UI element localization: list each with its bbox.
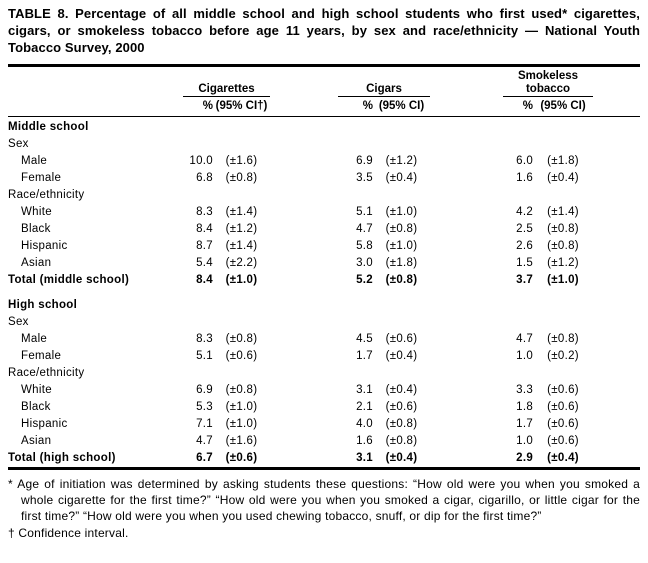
table-row bbox=[8, 365, 640, 382]
percent-cell bbox=[183, 289, 213, 314]
ci-cell: (±0.8) bbox=[385, 274, 418, 287]
percent-cell: 2.5 bbox=[516, 223, 534, 236]
percent-cell: 8.4 bbox=[196, 274, 213, 287]
row-label: Black bbox=[21, 401, 51, 414]
ci-cell: (±0.4) bbox=[547, 452, 579, 465]
percent-cell: 7.1 bbox=[196, 418, 213, 431]
ci-cell bbox=[373, 117, 430, 137]
spacer-cell bbox=[270, 65, 338, 97]
table-row bbox=[8, 187, 640, 204]
ci-cell bbox=[373, 289, 430, 314]
row-label: Female bbox=[21, 172, 62, 185]
percent-cell bbox=[338, 314, 373, 331]
row-label: Hispanic bbox=[21, 418, 68, 431]
percent-cell: 3.3 bbox=[516, 384, 534, 397]
percent-cell: 5.3 bbox=[196, 401, 213, 414]
ci-cell: (±1.0) bbox=[225, 418, 258, 431]
percent-cell bbox=[183, 136, 213, 153]
row-label: High school bbox=[8, 299, 78, 312]
percent-cell: 2.9 bbox=[516, 452, 534, 465]
column-group-row bbox=[8, 65, 640, 97]
row-label: Total (middle school) bbox=[8, 274, 130, 287]
ci-cell: (±0.8) bbox=[547, 240, 579, 253]
percent-cell bbox=[503, 187, 533, 204]
ci-cell bbox=[533, 136, 593, 153]
spacer-cell bbox=[593, 153, 640, 170]
ci-cell: (±1.8) bbox=[385, 257, 418, 270]
spacer-cell bbox=[270, 97, 338, 117]
spacer-cell bbox=[270, 221, 338, 238]
ci-cell: (±0.6) bbox=[547, 418, 579, 431]
spacer-cell bbox=[270, 153, 338, 170]
percent-cell: 3.0 bbox=[356, 257, 373, 270]
spacer-cell bbox=[593, 433, 640, 450]
row-label: Asian bbox=[21, 435, 52, 448]
spacer-cell bbox=[430, 153, 503, 170]
percent-cell: 5.4 bbox=[196, 257, 213, 270]
spacer-cell bbox=[270, 187, 338, 204]
ci-cell bbox=[373, 136, 430, 153]
ci-cell bbox=[533, 314, 593, 331]
footnote-initiation bbox=[8, 477, 640, 525]
column-group-cigars: Cigars bbox=[338, 65, 430, 97]
row-label: Black bbox=[21, 223, 51, 236]
row-label: White bbox=[21, 384, 52, 397]
spacer-cell bbox=[270, 204, 338, 221]
ci-cell: (±0.4) bbox=[547, 172, 579, 185]
spacer-cell bbox=[430, 399, 503, 416]
footnote-confidence-interval bbox=[8, 526, 640, 542]
ci-cell bbox=[533, 187, 593, 204]
ci-cell bbox=[213, 289, 270, 314]
percent-cell bbox=[183, 117, 213, 137]
row-label: Hispanic bbox=[21, 240, 68, 253]
ci-cell: (±1.6) bbox=[225, 155, 258, 168]
spacer-cell bbox=[593, 399, 640, 416]
row-label: Female bbox=[21, 350, 62, 363]
ci-cell: (±0.8) bbox=[385, 435, 418, 448]
spacer-cell bbox=[593, 204, 640, 221]
percent-cell: 1.6 bbox=[356, 435, 373, 448]
spacer-cell bbox=[270, 117, 338, 137]
spacer-cell bbox=[593, 117, 640, 137]
percent-cell bbox=[338, 187, 373, 204]
spacer-cell bbox=[430, 117, 503, 137]
table-row bbox=[8, 153, 640, 170]
pct-header-smokeless: % bbox=[503, 97, 533, 117]
percent-cell: 8.3 bbox=[196, 206, 213, 219]
ci-cell: (±1.2) bbox=[225, 223, 258, 236]
ci-cell: (±0.4) bbox=[385, 350, 418, 363]
row-label: Sex bbox=[8, 316, 29, 329]
ci-cell: (±1.0) bbox=[385, 206, 418, 219]
ci-cell: (±1.2) bbox=[547, 257, 579, 270]
ci-cell: (±0.8) bbox=[547, 223, 579, 236]
ci-cell bbox=[533, 365, 593, 382]
spacer-cell bbox=[430, 136, 503, 153]
ci-cell: (±1.6) bbox=[225, 435, 258, 448]
percent-cell bbox=[183, 314, 213, 331]
row-label: Total (high school) bbox=[8, 452, 116, 465]
table-row bbox=[8, 117, 640, 137]
percent-cell: 1.7 bbox=[356, 350, 373, 363]
spacer-cell bbox=[430, 331, 503, 348]
spacer-cell bbox=[430, 365, 503, 382]
percent-cell: 2.1 bbox=[356, 401, 373, 414]
ci-cell: (±1.0) bbox=[385, 240, 418, 253]
spacer-cell bbox=[593, 365, 640, 382]
spacer-cell bbox=[593, 450, 640, 469]
spacer-cell bbox=[430, 97, 503, 117]
spacer-cell bbox=[593, 272, 640, 289]
percent-cell bbox=[503, 289, 533, 314]
percent-cell: 1.8 bbox=[516, 401, 534, 414]
spacer-cell bbox=[270, 450, 338, 469]
percent-cell bbox=[183, 187, 213, 204]
percent-cell: 3.7 bbox=[516, 274, 534, 287]
pct-header-cigarettes: % bbox=[183, 97, 213, 117]
table-row bbox=[8, 348, 640, 365]
spacer-cell bbox=[430, 382, 503, 399]
ci-cell: (±1.2) bbox=[385, 155, 418, 168]
ci-cell bbox=[213, 136, 270, 153]
table-title: TABLE 8. Percentage of all middle school and high school students who first used* cigarettes, cigars, or smokeless tobacco before age 11 years, by sex and race/ethnicity — National Youth Tobacco Survey, 2000 bbox=[8, 6, 640, 55]
percent-cell: 1.5 bbox=[516, 257, 534, 270]
row-label: Asian bbox=[21, 257, 52, 270]
ci-cell: (±0.4) bbox=[385, 384, 418, 397]
percent-cell bbox=[503, 117, 533, 137]
percent-cell: 6.7 bbox=[196, 452, 213, 465]
table-row bbox=[8, 314, 640, 331]
spacer-cell bbox=[430, 204, 503, 221]
ci-cell bbox=[533, 289, 593, 314]
spacer-cell bbox=[8, 97, 183, 117]
spacer-cell bbox=[593, 170, 640, 187]
spacer-cell bbox=[593, 331, 640, 348]
percent-cell: 4.7 bbox=[356, 223, 373, 236]
spacer-cell bbox=[430, 289, 503, 314]
spacer-cell bbox=[430, 187, 503, 204]
ci-cell bbox=[213, 117, 270, 137]
ci-cell: (±0.8) bbox=[385, 223, 418, 236]
spacer-cell bbox=[593, 416, 640, 433]
percent-cell: 8.4 bbox=[196, 223, 213, 236]
percent-cell: 6.9 bbox=[196, 384, 213, 397]
percent-cell: 1.7 bbox=[516, 418, 534, 431]
spacer-cell bbox=[270, 136, 338, 153]
column-subheader-row bbox=[8, 97, 640, 117]
spacer-cell bbox=[430, 272, 503, 289]
spacer-cell bbox=[430, 450, 503, 469]
footnotes bbox=[8, 477, 640, 542]
spacer-cell bbox=[430, 65, 503, 97]
spacer-cell bbox=[430, 255, 503, 272]
table-row bbox=[8, 221, 640, 238]
table-header bbox=[8, 65, 640, 117]
ci-cell: (±1.0) bbox=[225, 401, 258, 414]
spacer-cell bbox=[270, 365, 338, 382]
percent-cell: 4.7 bbox=[196, 435, 213, 448]
ci-cell bbox=[373, 365, 430, 382]
row-label: Sex bbox=[8, 138, 29, 151]
spacer-cell bbox=[430, 348, 503, 365]
table-row bbox=[8, 433, 640, 450]
percent-cell: 5.2 bbox=[356, 274, 373, 287]
spacer-cell bbox=[270, 331, 338, 348]
percent-cell: 6.0 bbox=[516, 155, 534, 168]
spacer-cell bbox=[270, 255, 338, 272]
table-row bbox=[8, 331, 640, 348]
table-row bbox=[8, 238, 640, 255]
pct-header-cigars: % bbox=[338, 97, 373, 117]
percent-cell bbox=[338, 289, 373, 314]
percent-cell: 6.9 bbox=[356, 155, 373, 168]
data-table bbox=[8, 64, 640, 471]
ci-cell: (±1.0) bbox=[547, 274, 579, 287]
spacer-cell bbox=[270, 314, 338, 331]
percent-cell: 3.1 bbox=[356, 452, 373, 465]
ci-cell: (±0.8) bbox=[225, 333, 258, 346]
spacer-cell bbox=[430, 314, 503, 331]
spacer-cell bbox=[593, 136, 640, 153]
spacer-cell bbox=[593, 238, 640, 255]
ci-cell: (±0.8) bbox=[547, 333, 579, 346]
percent-cell: 6.8 bbox=[196, 172, 213, 185]
ci-cell: (±1.4) bbox=[225, 206, 258, 219]
table-row bbox=[8, 450, 640, 469]
ci-cell: (±0.6) bbox=[547, 435, 579, 448]
spacer-cell bbox=[430, 416, 503, 433]
percent-cell: 3.1 bbox=[356, 384, 373, 397]
percent-cell bbox=[503, 365, 533, 382]
spacer-cell bbox=[270, 170, 338, 187]
ci-cell: (±1.0) bbox=[225, 274, 258, 287]
spacer-cell bbox=[270, 416, 338, 433]
ci-cell bbox=[373, 187, 430, 204]
table-row bbox=[8, 255, 640, 272]
table-row bbox=[8, 399, 640, 416]
table-body bbox=[8, 117, 640, 469]
spacer-cell bbox=[593, 187, 640, 204]
percent-cell: 4.7 bbox=[516, 333, 534, 346]
spacer-cell bbox=[593, 314, 640, 331]
percent-cell: 1.0 bbox=[516, 350, 534, 363]
row-label: Race/ethnicity bbox=[8, 367, 85, 380]
table-row bbox=[8, 382, 640, 399]
percent-cell: 10.0 bbox=[189, 155, 213, 168]
table-row bbox=[8, 416, 640, 433]
ci-cell bbox=[213, 314, 270, 331]
ci-header-cigars: (95% CI) bbox=[373, 97, 430, 117]
ci-cell: (±0.8) bbox=[385, 418, 418, 431]
ci-cell: (±1.8) bbox=[547, 155, 579, 168]
table-row bbox=[8, 289, 640, 314]
ci-cell bbox=[533, 117, 593, 137]
percent-cell: 4.0 bbox=[356, 418, 373, 431]
ci-cell: (±0.4) bbox=[385, 172, 418, 185]
table-row bbox=[8, 204, 640, 221]
table-row bbox=[8, 170, 640, 187]
row-label: Male bbox=[21, 155, 48, 168]
percent-cell: 5.8 bbox=[356, 240, 373, 253]
ci-cell bbox=[213, 187, 270, 204]
ci-cell: (±0.6) bbox=[547, 401, 579, 414]
spacer-cell bbox=[270, 399, 338, 416]
percent-cell bbox=[503, 314, 533, 331]
column-group-cigarettes: Cigarettes bbox=[183, 65, 270, 97]
percent-cell bbox=[338, 117, 373, 137]
spacer-cell bbox=[430, 238, 503, 255]
percent-cell: 1.6 bbox=[516, 172, 534, 185]
table-row bbox=[8, 272, 640, 289]
row-label: Race/ethnicity bbox=[8, 189, 85, 202]
ci-cell: (±0.6) bbox=[225, 350, 258, 363]
spacer-cell bbox=[8, 65, 183, 97]
ci-cell bbox=[213, 365, 270, 382]
ci-header-cigarettes: (95% CI†) bbox=[213, 97, 270, 117]
percent-cell bbox=[338, 136, 373, 153]
row-label: Middle school bbox=[8, 121, 89, 134]
percent-cell bbox=[338, 365, 373, 382]
ci-cell: (±0.6) bbox=[385, 333, 418, 346]
spacer-cell bbox=[593, 255, 640, 272]
spacer-cell bbox=[430, 170, 503, 187]
spacer-cell bbox=[270, 272, 338, 289]
ci-header-smokeless: (95% CI) bbox=[533, 97, 593, 117]
ci-cell: (±0.6) bbox=[547, 384, 579, 397]
spacer-cell bbox=[430, 221, 503, 238]
percent-cell: 4.2 bbox=[516, 206, 534, 219]
percent-cell bbox=[183, 365, 213, 382]
spacer-cell bbox=[430, 433, 503, 450]
ci-cell bbox=[373, 314, 430, 331]
ci-cell: (±1.4) bbox=[547, 206, 579, 219]
spacer-cell bbox=[593, 348, 640, 365]
row-label: Male bbox=[21, 333, 48, 346]
spacer-cell bbox=[593, 289, 640, 314]
percent-cell: 5.1 bbox=[196, 350, 213, 363]
spacer-cell bbox=[270, 348, 338, 365]
footnote-text: Confidence interval. bbox=[18, 526, 129, 541]
percent-cell: 3.5 bbox=[356, 172, 373, 185]
percent-cell: 8.3 bbox=[196, 333, 213, 346]
footnote-marker: † bbox=[8, 526, 15, 541]
table-row bbox=[8, 136, 640, 153]
percent-cell: 5.1 bbox=[356, 206, 373, 219]
ci-cell: (±0.6) bbox=[385, 401, 418, 414]
spacer-cell bbox=[593, 382, 640, 399]
ci-cell: (±2.2) bbox=[225, 257, 258, 270]
spacer-cell bbox=[593, 97, 640, 117]
percent-cell: 2.6 bbox=[516, 240, 534, 253]
spacer-cell bbox=[270, 238, 338, 255]
ci-cell: (±0.8) bbox=[225, 172, 258, 185]
percent-cell bbox=[503, 136, 533, 153]
percent-cell: 4.5 bbox=[356, 333, 373, 346]
spacer-cell bbox=[593, 65, 640, 97]
percent-cell: 8.7 bbox=[196, 240, 213, 253]
row-label: White bbox=[21, 206, 52, 219]
footnote-text: Age of initiation was determined by asking students these questions: “How old were you when you smoked a whole cigarette for the first time?” “How old were you when you smoked a cigar, cigarillo, or little cigar for the first time?” “How old were you when you used chewing tobacco, snuff, or dip for the first time?” bbox=[17, 477, 641, 524]
ci-cell: (±0.8) bbox=[225, 384, 258, 397]
ci-cell: (±0.2) bbox=[547, 350, 579, 363]
spacer-cell bbox=[270, 289, 338, 314]
ci-cell: (±1.4) bbox=[225, 240, 258, 253]
ci-cell: (±0.4) bbox=[385, 452, 418, 465]
percent-cell: 1.0 bbox=[516, 435, 534, 448]
spacer-cell bbox=[593, 221, 640, 238]
footnote-marker: * bbox=[8, 477, 13, 492]
column-group-smokeless: Smokeless tobacco bbox=[503, 65, 593, 97]
ci-cell: (±0.6) bbox=[225, 452, 258, 465]
spacer-cell bbox=[270, 382, 338, 399]
spacer-cell bbox=[270, 433, 338, 450]
